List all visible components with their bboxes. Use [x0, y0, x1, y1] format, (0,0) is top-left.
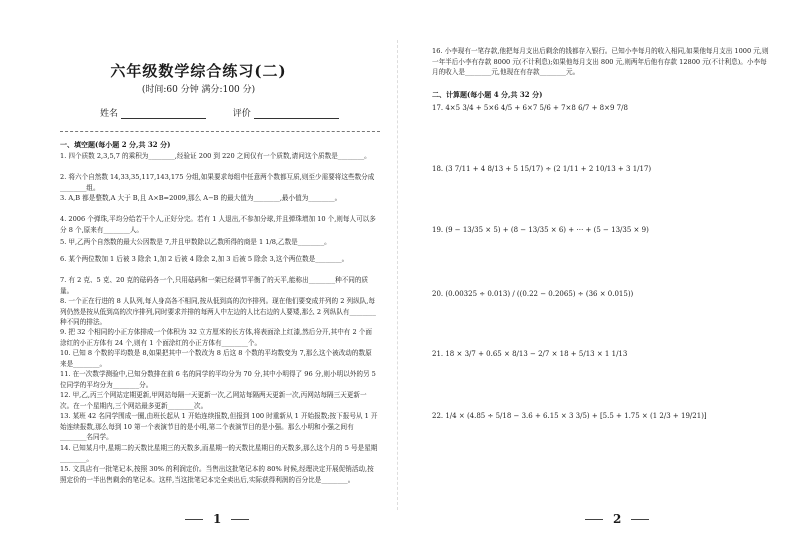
- calc-20: 20. (0.00325 ÷ 0.013) / ((0.22 − 0.2065) ÷ (36 × 0.015)): [432, 290, 634, 298]
- question-10: 10. 已知 8 个数的平均数是 8,如果把其中一个数改为 8 后这 8 个数的平均数变为 7,那么这个被改动的数原来是________。: [60, 349, 372, 368]
- eval-label: 评价: [232, 109, 251, 119]
- calc-19: 19. (9 − 13/35 × 5) + (8 − 13/35 × 6) + ⋯ + (5 − 13/35 × 9): [432, 226, 649, 234]
- question-12: 12. 甲,乙,丙三个网站定期更新,甲网站每隔一天更新一次,乙网站每隔两天更新一次,丙网站每隔三天更新一次。在一个星期内,三个网站最多更新________次。: [60, 391, 367, 410]
- name-field[interactable]: [121, 108, 206, 119]
- question-1: 1. 四个质数 2,3,5,7 的乘积为________,经验证 200 到 220 之间仅有一个质数,请问这个质数是________。: [60, 152, 371, 160]
- calc-18: 18. (3 7/11 + 4 8/13 + 5 15/17) ÷ (2 1/11 + 2 10/13 + 3 1/17): [432, 165, 652, 173]
- question-2: 2. 将六个自然数 14,33,35,117,143,175 分组,如果要求每组中任意两个数都互质,则至少需要将这些数分成________组。: [60, 173, 375, 192]
- question-6: 6. 某个两位数加 1 后被 3 除余 1,加 2 后被 4 除余 2,加 3 后被 5 除余 3,这个两位数是________。: [60, 255, 349, 263]
- section-calc-heading: 二、计算题(每小题 4 分,共 32 分): [432, 90, 543, 99]
- calc-17: 17. 4×5 3/4 + 5×6 4/5 + 6×7 5/6 + 7×8 6/7 + 8×9 7/8: [432, 104, 628, 112]
- calc-22: 22. 1/4 × (4.85 ÷ 5/18 − 3.6 + 6.15 × 3 3/5) + [5.5 + 1.75 × (1 2/3 + 19/21)]: [432, 412, 707, 420]
- question-13: 13. 某班 42 名同学围成一圈,由班长起从 1 开始连续报数,但报到 100 时重新从 1 开始报数;按下报号从 1 开始连续报数,那么每到 10 第一个表演节目的是小明,第二个表演节目的是小强。那么小明和小强之间有________名同学。: [60, 412, 378, 442]
- question-11: 11. 在一次数学测验中,已知分数排在前 6 名的同学的平均分为 70 分,其中小明得了 96 分,则小明以外的另 5 位同学的平均分为________分。: [60, 370, 376, 389]
- question-8: 8. 一个正在行进的 8 人队列,每人身高各不相同,按从低到高的次序排列。现在他们要变成并列的 2 列纵队,每列仍然是按从低到高的次序排列,同时要求并排的每两人中左边的人比右边的人要矮,那么 2 列纵队有________种不同的排法。: [60, 297, 376, 327]
- section-fill-blank-heading: 一、填空题(每小题 2 分,共 32 分): [60, 140, 171, 149]
- calc-21: 21. 18 × 3/7 + 0.65 × 8/13 − 2/7 × 18 + 5/13 × 1 1/13: [432, 350, 628, 358]
- question-4: 4. 2006 个弹珠,平均分给若干个人,正好分完。若有 1 人退出,不参加分球,并且弹珠增加 10 个,则每人可以多分 8 个,原来有________人。: [60, 215, 376, 234]
- question-5: 5. 甲,乙两个自然数的最大公因数是 7,并且甲数除以乙数所得的商是 1 1/8,乙数是________。: [60, 238, 331, 246]
- question-7: 7. 有 2 克、5 克、20 克的砝码各一个,只用砝码和一架已经调节平衡了的天平,能称出________种不同的质量。: [60, 276, 369, 295]
- question-15: 15. 文具店有一批笔记本,按照 30% 的利润定价。当售出这批笔记本的 80% 时候,经理决定开展促销活动,按照定价的一半出售剩余的笔记本。这样,当这批笔记本完全卖出后,实际获得利润的百分比是________。: [60, 465, 374, 484]
- page-number-right: 2: [575, 512, 659, 526]
- eval-field[interactable]: [254, 108, 339, 119]
- question-14: 14. 已知某月中,星期二的天数比星期三的天数多,而星期一的天数比星期日的天数多,那么这个月的 5 号是星期________。: [60, 444, 378, 463]
- page-fold-divider: [397, 40, 398, 510]
- header-separator: [60, 131, 380, 132]
- question-16: 16. 小李现有一笔存款,他把每月支出后剩余的钱都存入银行。已知小李每月的收入相同,如果他每月支出 1000 元,则一年半后小李有存款 8000 元(不计利息);如果他每月支出 800 元,则两年后他有存款 12800 元(不计利息)。小李每月的收入是________元,他现在有存款________元。: [432, 47, 769, 77]
- question-9: 9. 把 32 个相同的小正方体排成一个体积为 32 立方厘米的长方体,将表面涂上红漆,然后分开,其中有 2 个面涂红的小正方体有 24 个,则有 1 个面涂红的小正方体有________个。: [60, 328, 372, 347]
- name-label: 姓名: [100, 109, 119, 119]
- page-number-left: 1: [175, 512, 259, 526]
- exam-subtitle: (时间:60 分钟 满分:100 分): [141, 85, 256, 95]
- exam-title: 六年级数学综合练习(二): [110, 62, 287, 80]
- name-eval-row: [100, 106, 363, 119]
- question-3: 3. A,B 都是整数,A 大于 B,且 A×B=2009,那么 A−B 的最大值为________,最小值为________。: [60, 194, 342, 202]
